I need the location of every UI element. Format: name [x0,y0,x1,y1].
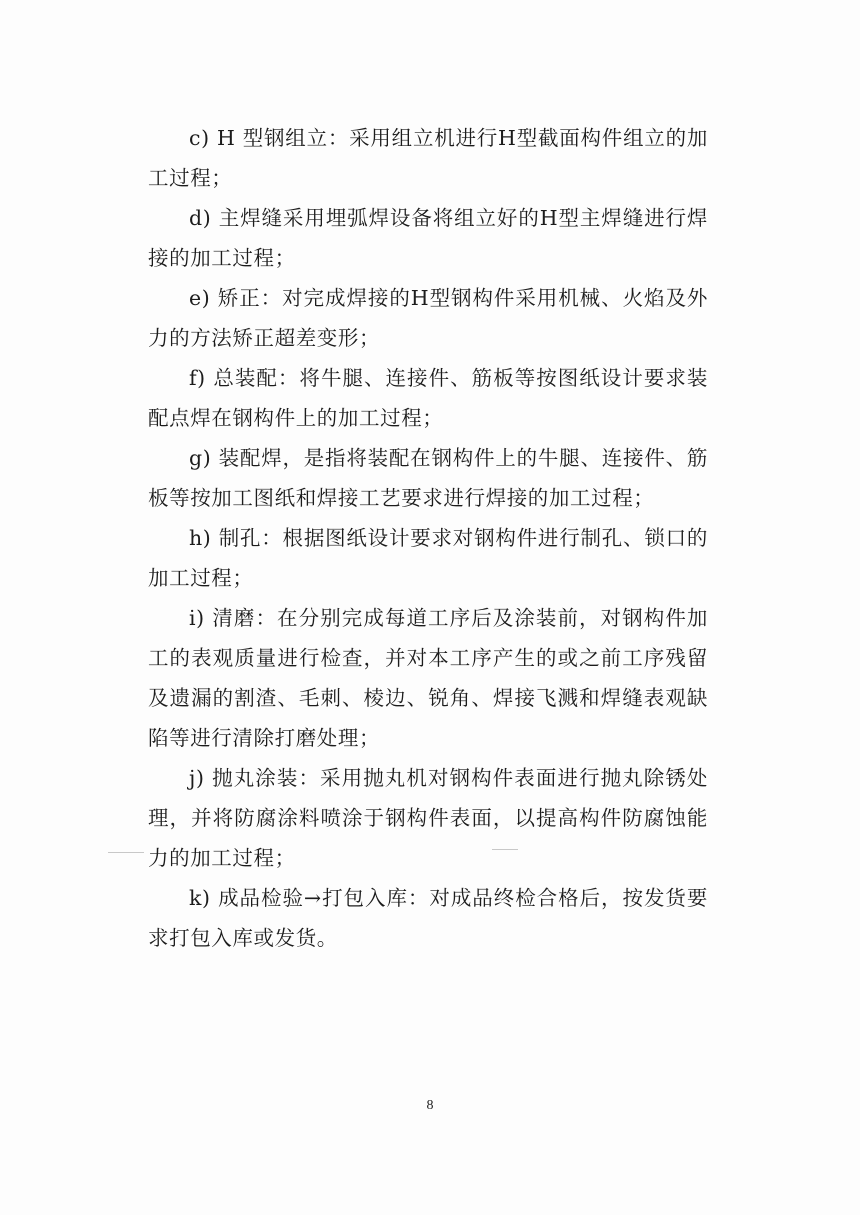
scan-artifact-line [492,849,518,850]
paragraph-k: k) 成品检验→打包入库：对成品终检合格后，按发货要求打包入库或发货。 [148,886,708,950]
paragraph-h: h) 制孔：根据图纸设计要求对钢构件进行制孔、锁口的加工过程； [148,526,708,590]
paragraph-e: e) 矫正：对完成焊接的H型钢构件采用机械、火焰及外力的方法矫正超差变形； [148,286,708,350]
paragraph-g: g) 装配焊，是指将装配在钢构件上的牛腿、连接件、筋板等按加工图纸和焊接工艺要求进行焊接的加工过程； [148,446,708,510]
paragraph-j: j) 抛丸涂装：采用抛丸机对钢构件表面进行抛丸除锈处理，并将防腐涂料喷涂于钢构件表面，以提高构件防腐蚀能力的加工过程； [148,766,708,870]
page-number: 8 [426,1098,434,1113]
paragraph-c: c) H 型钢组立：采用组立机进行H型截面构件组立的加工过程； [148,126,708,190]
document-body [148,118,708,958]
scan-artifact-line [108,852,144,853]
paragraph-d: d) 主焊缝采用埋弧焊设备将组立好的H型主焊缝进行焊接的加工过程； [148,206,708,270]
paragraph-i: i) 清磨：在分别完成每道工序后及涂装前，对钢构件加工的表观质量进行检查，并对本工序产生的或之前工序残留及遗漏的割渣、毛刺、棱边、锐角、焊接飞溅和焊缝表观缺陷等进行清除打磨处理； [148,606,708,750]
paragraph-f: f) 总装配：将牛腿、连接件、筋板等按图纸设计要求装配点焊在钢构件上的加工过程； [148,366,708,430]
